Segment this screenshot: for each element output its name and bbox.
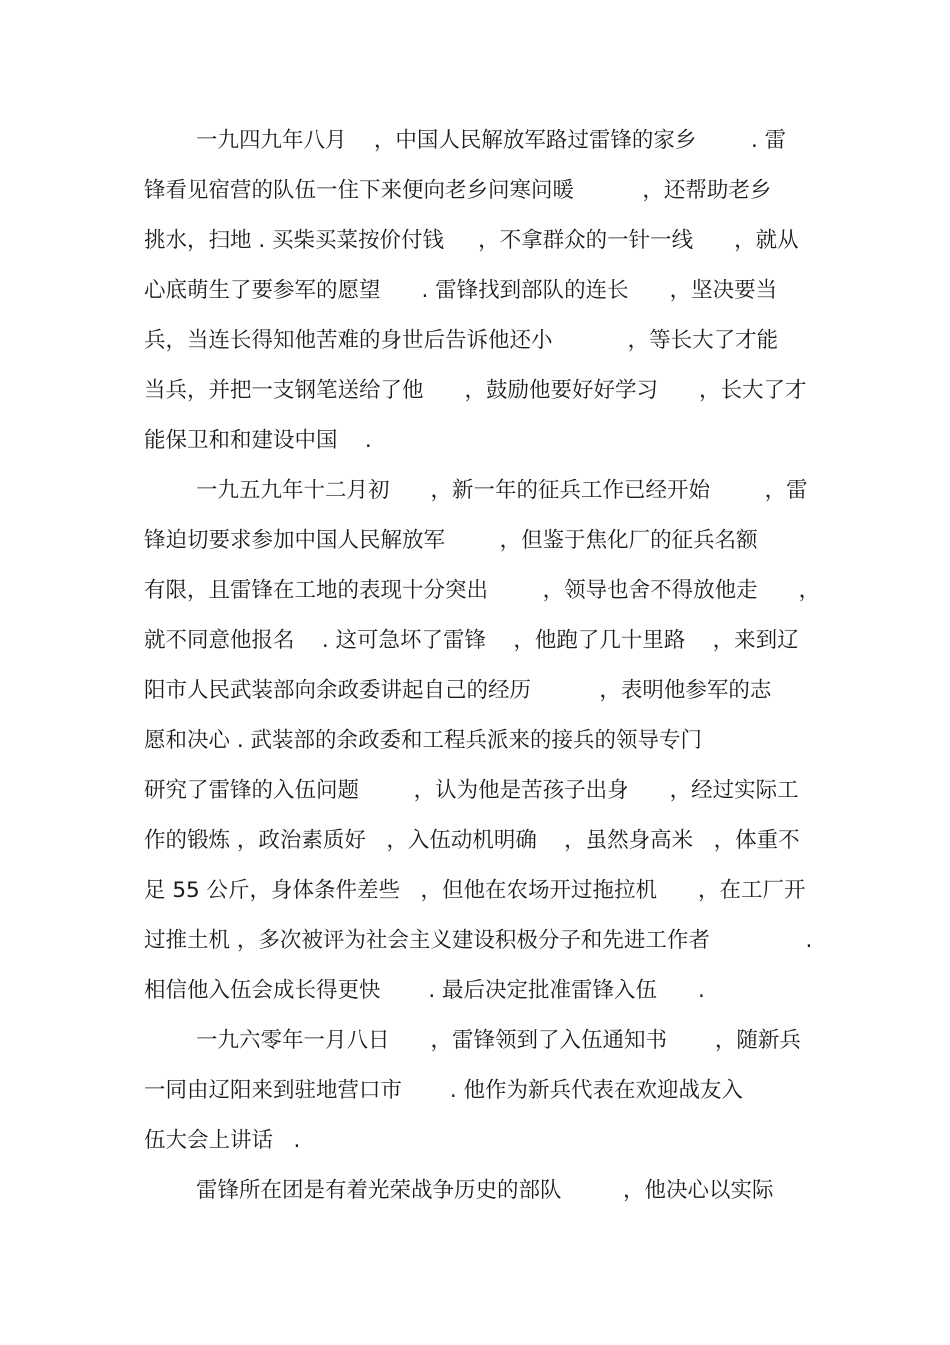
text-line: 相信他入伍会成长得更快 . 最后决定批准雷锋入伍 . — [144, 978, 705, 1003]
text-line: 过推土机 ，多次被评为社会主义建设积极分子和先进工作者 . — [144, 928, 813, 953]
text-line: 一九五九年十二月初 ，新一年的征兵工作已经开始 ，雷 — [196, 478, 808, 503]
text-line: 挑水，扫地 . 买柴买菜按价付钱 ，不拿群众的一针一线 ，就从 — [144, 228, 799, 253]
text-line: 伍大会上讲话 . — [144, 1128, 301, 1153]
text-line: 作的锻炼 ，政治素质好 ，入伍动机明确 ，虽然身高米 ，体重不 — [144, 828, 800, 853]
text-line: 一同由辽阳来到驻地营口市 . 他作为新兵代表在欢迎战友入 — [144, 1078, 744, 1103]
text-line: 心底萌生了要参军的愿望 . 雷锋找到部队的连长 ，坚决要当 — [144, 278, 778, 303]
text-line: 兵，当连长得知他苦难的身世后告诉他还小 ，等长大了才能 — [144, 328, 779, 353]
text-line: 当兵，并把一支钢笔送给了他 ，鼓励他要好好学习 ，长大了才 — [144, 378, 807, 403]
text-line: 足 55 公斤，身体条件差些 ，但他在农场开过拖拉机 ，在工厂开 — [144, 878, 806, 903]
text-line: 一九六零年一月八日 ，雷锋领到了入伍通知书 ，随新兵 — [196, 1028, 801, 1053]
text-line: 阳市人民武装部向余政委讲起自己的经历 ，表明他参军的志 — [144, 678, 772, 703]
text-line: 愿和决心 . 武装部的余政委和工程兵派来的接兵的领导专门 — [144, 728, 703, 753]
text-line: 有限，且雷锋在工地的表现十分突出 ，领导也舍不得放他走 ， — [144, 578, 821, 603]
text-line: 研究了雷锋的入伍问题 ，认为他是苦孩子出身 ，经过实际工 — [144, 778, 799, 803]
text-line: 锋看见宿营的队伍一住下来便向老乡问寒问暖 ，还帮助老乡 — [144, 178, 772, 203]
text-line: 一九四九年八月 ，中国人民解放军路过雷锋的家乡 . 雷 — [196, 128, 787, 153]
text-line: 就不同意他报名 . 这可急坏了雷锋 ，他跑了几十里路 ，来到辽 — [144, 628, 799, 653]
text-line: 能保卫和和建设中国 . — [144, 428, 372, 453]
text-line: 雷锋所在团是有着光荣战争历史的部队 ，他决心以实际 — [196, 1178, 774, 1203]
text-line: 锋迫切要求参加中国人民解放军 ，但鉴于焦化厂的征兵名额 — [144, 528, 758, 553]
